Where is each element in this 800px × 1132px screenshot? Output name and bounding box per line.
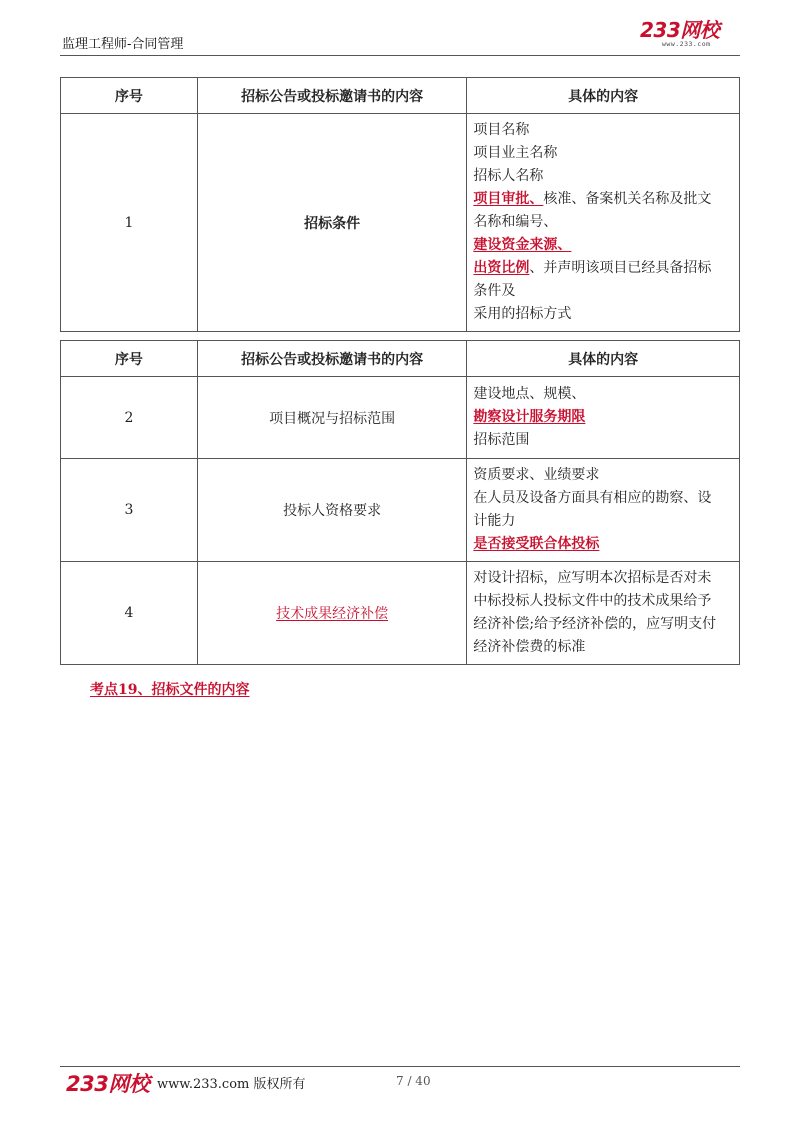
header-cell-index: 序号	[61, 341, 198, 377]
detail-line: 名称和编号、	[473, 214, 558, 230]
table-row	[61, 377, 740, 459]
row-number: 4	[61, 562, 198, 665]
document-header-title: 监理工程师-合同管理	[62, 37, 184, 52]
brand-logo	[640, 20, 740, 50]
header-cell-announcement-content: 招标公告或投标邀请书的内容	[197, 341, 467, 377]
header-cell-announcement-content: 招标公告或投标邀请书的内容	[197, 78, 467, 114]
row-item	[197, 562, 467, 665]
table-row	[61, 459, 740, 562]
detail-line: 建设地点、规模、	[473, 386, 586, 402]
detail-text: 核准、备案机关名称及批文	[543, 191, 712, 207]
row-detail	[467, 114, 740, 332]
detail-line: 对设计招标，应写明本次招标是否对未	[473, 570, 712, 586]
highlight-keypoint: 勘察设计服务期限	[473, 409, 586, 425]
header-cell-index: 序号	[61, 78, 198, 114]
footer-brand-logo: 233网校	[66, 1072, 150, 1096]
key-point-link[interactable]: 考点19、招标文件的内容	[90, 682, 250, 698]
detail-line	[473, 533, 733, 556]
content-table-2	[60, 340, 740, 665]
detail-line: 资质要求、业绩要求	[473, 467, 600, 483]
brand-logo-text: 233网校	[640, 18, 720, 42]
table-row	[61, 562, 740, 665]
header-divider	[60, 55, 740, 56]
highlight-keypoint: 项目审批、	[473, 191, 544, 207]
detail-text: 、并声明该项目已经具备招标	[529, 260, 712, 276]
header-cell-specific-content: 具体的内容	[467, 341, 740, 377]
detail-line: 条件及	[473, 283, 516, 299]
highlight-keypoint: 是否接受联合体投标	[473, 536, 600, 552]
row-item: 招标条件	[197, 114, 467, 332]
content-table-1	[60, 77, 740, 332]
row-number: 2	[61, 377, 198, 459]
footer-copyright: www.233.com 版权所有	[157, 1077, 306, 1092]
detail-line: 招标人名称	[473, 168, 544, 184]
highlight-keypoint: 技术成果经济补偿	[276, 606, 389, 622]
detail-line: 采用的招标方式	[473, 306, 572, 322]
row-number: 3	[61, 459, 198, 562]
detail-line: 计能力	[473, 513, 516, 529]
detail-line: 经济补偿费的标准	[473, 639, 586, 655]
detail-line: 项目业主名称	[473, 145, 558, 161]
row-detail	[467, 459, 740, 562]
detail-line	[473, 234, 733, 257]
row-detail	[467, 562, 740, 665]
footer-divider	[60, 1066, 740, 1067]
detail-line	[473, 406, 733, 429]
detail-line: 经济补偿;给予经济补偿的，应写明支付	[473, 616, 717, 632]
row-item: 项目概况与招标范围	[197, 377, 467, 459]
table-header-row	[61, 341, 740, 377]
row-number: 1	[61, 114, 198, 332]
row-detail	[467, 377, 740, 459]
table-row	[61, 114, 740, 332]
detail-line: 中标投标人投标文件中的技术成果给予	[473, 593, 712, 609]
page-number: 7 / 40	[396, 1074, 431, 1088]
highlight-keypoint: 出资比例	[473, 260, 530, 276]
detail-line: 招标范围	[473, 432, 530, 448]
detail-line	[473, 257, 733, 280]
row-item: 投标人资格要求	[197, 459, 467, 562]
detail-line: 项目名称	[473, 122, 530, 138]
table-header-row	[61, 78, 740, 114]
highlight-keypoint: 建设资金来源、	[473, 237, 572, 253]
detail-line	[473, 188, 733, 211]
detail-line: 在人员及设备方面具有相应的勘察、设	[473, 490, 712, 506]
brand-logo-url: www.233.com	[662, 40, 711, 48]
header-cell-specific-content: 具体的内容	[467, 78, 740, 114]
